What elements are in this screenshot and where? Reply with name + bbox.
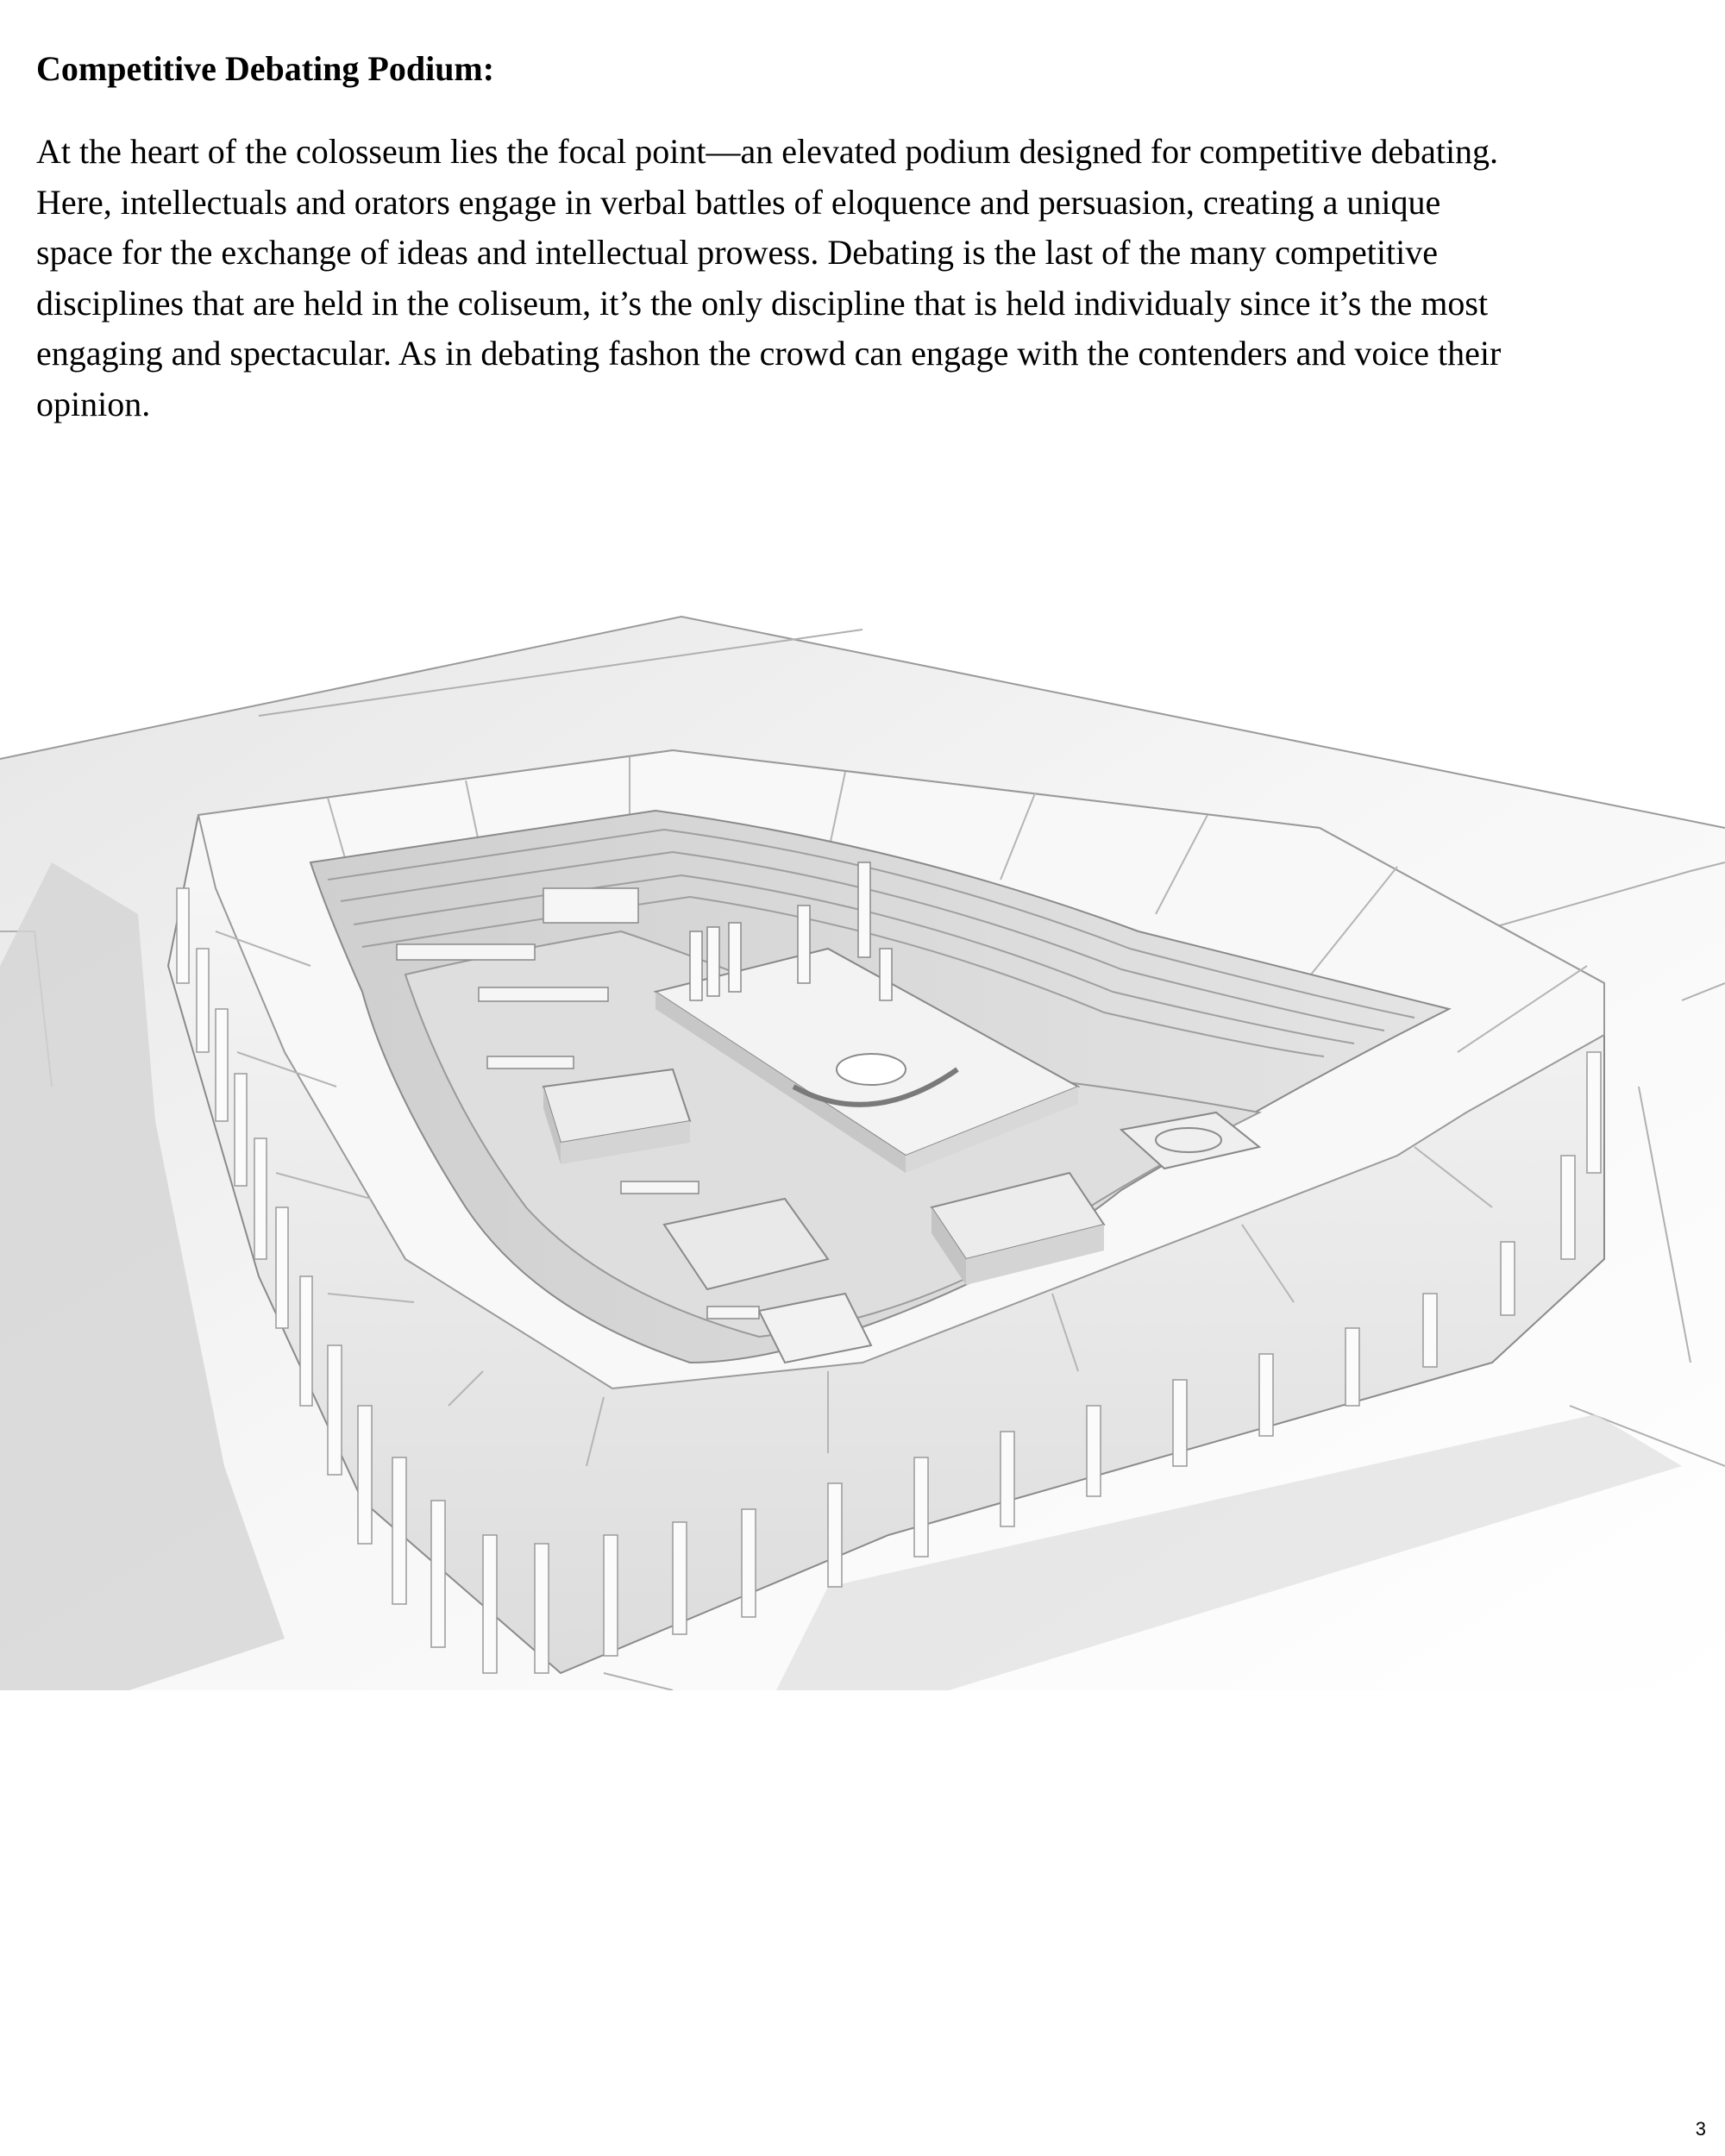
- section-heading: Competitive Debating Podium:: [36, 49, 495, 88]
- paragraph-line: opinion.: [36, 384, 151, 423]
- paragraph-line: engaging and spectacular. As in debating fashon the crowd can engage with the contenders and voice their: [36, 334, 1502, 373]
- paragraph-line: space for the exchange of ideas and intellectual prowess. Debating is the last of the many competitive: [36, 233, 1438, 272]
- colosseum-render-figure: [0, 604, 1725, 1690]
- paragraph-line: At the heart of the colosseum lies the focal point—an elevated podium designed for competitive debating.: [36, 132, 1499, 171]
- paragraph-line: Here, intellectuals and orators engage in verbal battles of eloquence and persuasion, creating a unique: [36, 182, 1441, 222]
- paragraph-line: disciplines that are held in the coliseum, it’s the only discipline that is held individualy since it’s the most: [36, 283, 1489, 323]
- page-number: 3: [1695, 2118, 1706, 2140]
- colosseum-model-illustration: [0, 604, 1725, 1690]
- body-paragraph: [36, 127, 1692, 429]
